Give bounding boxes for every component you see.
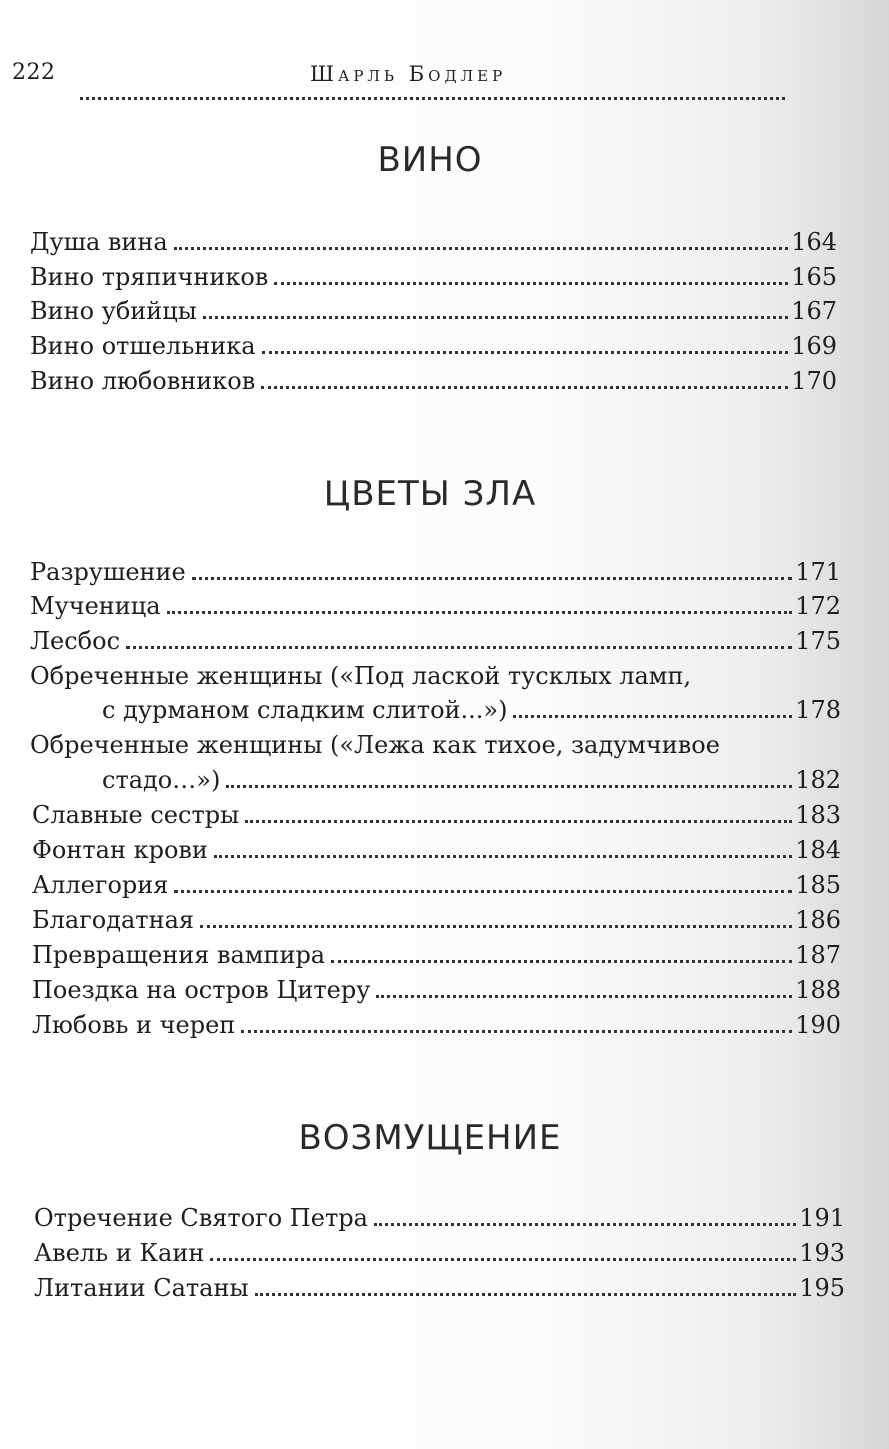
toc-entry-page: 195 (799, 1274, 845, 1302)
toc-entry-title: Отречение Святого Петра (34, 1204, 368, 1232)
dot-leader (210, 1258, 796, 1261)
toc-entry-page: 191 (799, 1204, 845, 1232)
toc-entry-page: 170 (791, 367, 837, 395)
toc-entry-title: Фонтан крови (32, 836, 208, 864)
dot-leader (214, 855, 792, 858)
dot-leader (245, 820, 792, 823)
dot-leader (226, 785, 792, 788)
toc-entry-title: Вино отшельника (30, 332, 256, 360)
dot-leader (255, 1293, 797, 1296)
toc-entry-page: 185 (795, 871, 841, 899)
toc-entry[interactable] (32, 974, 841, 1006)
toc-entry[interactable] (30, 590, 841, 622)
toc-entry-page: 186 (795, 906, 841, 934)
toc-entry-page: 188 (795, 976, 841, 1004)
toc-entry[interactable] (30, 625, 841, 657)
toc-entry[interactable] (34, 1202, 845, 1234)
toc-entry-title: Поездка на остров Цитеру (32, 976, 371, 1004)
toc-entry-page: 193 (799, 1239, 845, 1267)
section-title-rebellion: ВОЗМУЩЕНИЕ (298, 1118, 562, 1158)
toc-entry[interactable] (32, 1009, 841, 1041)
toc-entry-title: Авель и Каин (34, 1239, 205, 1267)
toc-entry-title: с дурманом сладким слитой...») (102, 696, 508, 724)
toc-entry-page: 169 (791, 332, 837, 360)
toc-entry-page: 171 (795, 558, 841, 586)
toc-entry[interactable] (102, 764, 841, 796)
dot-leader (203, 316, 788, 319)
dot-leader (241, 1030, 792, 1033)
toc-entry-title: стадо…») (102, 766, 221, 794)
toc-entry[interactable] (32, 869, 841, 901)
toc-entry-page: 165 (791, 263, 837, 291)
section-title-flowers-of-evil: ЦВЕТЫ ЗЛА (323, 474, 537, 514)
dot-leader (174, 247, 788, 250)
toc-entry[interactable] (30, 295, 837, 327)
toc-entry-page: 167 (791, 297, 837, 325)
toc-entry-title: Лесбос (30, 627, 121, 655)
toc-entry-title: Аллегория (32, 871, 169, 899)
toc-entry-title: Вино тряпичников (30, 263, 269, 291)
toc-entry-title: Благодатная (32, 906, 195, 934)
dot-leader (167, 611, 793, 614)
dot-leader (331, 960, 792, 963)
section-title-wine: ВИНО (377, 140, 483, 180)
toc-entry[interactable] (30, 330, 837, 362)
toc-entry[interactable] (32, 799, 841, 831)
toc-entry[interactable] (32, 834, 841, 866)
toc-entry-title-first-line: Обреченные женщины («Лежа как тихое, задумчивое (30, 731, 720, 759)
toc-entry[interactable] (32, 904, 841, 936)
toc-entry-title: Славные сестры (32, 801, 240, 829)
toc-entry-title: Вино любовников (30, 367, 256, 395)
toc-entry[interactable] (32, 939, 841, 971)
toc-entry-page: 184 (795, 836, 841, 864)
dot-leader (174, 890, 792, 893)
toc-entry-title: Душа вина (30, 228, 168, 256)
dot-leader (262, 351, 789, 354)
toc-entry-page: 164 (791, 228, 837, 256)
dot-leader (374, 1223, 796, 1226)
toc-entry-page: 182 (795, 766, 841, 794)
toc-entry-page: 178 (795, 696, 841, 724)
toc-entry-title: Вино убийцы (30, 297, 197, 325)
toc-entry-title: Превращения вампира (32, 941, 326, 969)
page-number: 222 (12, 60, 56, 85)
toc-entry[interactable] (30, 556, 841, 588)
dot-leader (261, 386, 788, 389)
toc-entry-page: 190 (795, 1011, 841, 1039)
toc-entry-title: Мученица (30, 592, 161, 620)
header-divider (80, 97, 785, 100)
dot-leader (126, 646, 792, 649)
toc-entry-title: Литании Сатаны (34, 1274, 249, 1302)
toc-entry-page: 183 (795, 801, 841, 829)
dot-leader (513, 715, 792, 718)
toc-entry-title-first-line: Обреченные женщины («Под лаской тусклых ламп, (30, 662, 692, 690)
toc-entry[interactable] (30, 261, 837, 293)
dot-leader (200, 925, 792, 928)
toc-entry[interactable] (30, 226, 837, 258)
toc-entry[interactable] (102, 694, 841, 726)
toc-entry[interactable] (34, 1272, 845, 1304)
toc-entry-page: 172 (795, 592, 841, 620)
toc-entry-page: 175 (795, 627, 841, 655)
toc-entry-title: Любовь и череп (32, 1011, 236, 1039)
dot-leader (192, 577, 792, 580)
toc-entry[interactable] (30, 365, 837, 397)
toc-entry[interactable] (34, 1237, 845, 1269)
toc-entry-page: 187 (795, 941, 841, 969)
dot-leader (376, 995, 792, 998)
toc-entry-title: Разрушение (30, 558, 186, 586)
dot-leader (274, 282, 788, 285)
running-header-author: Шарль Бодлер (310, 62, 507, 86)
